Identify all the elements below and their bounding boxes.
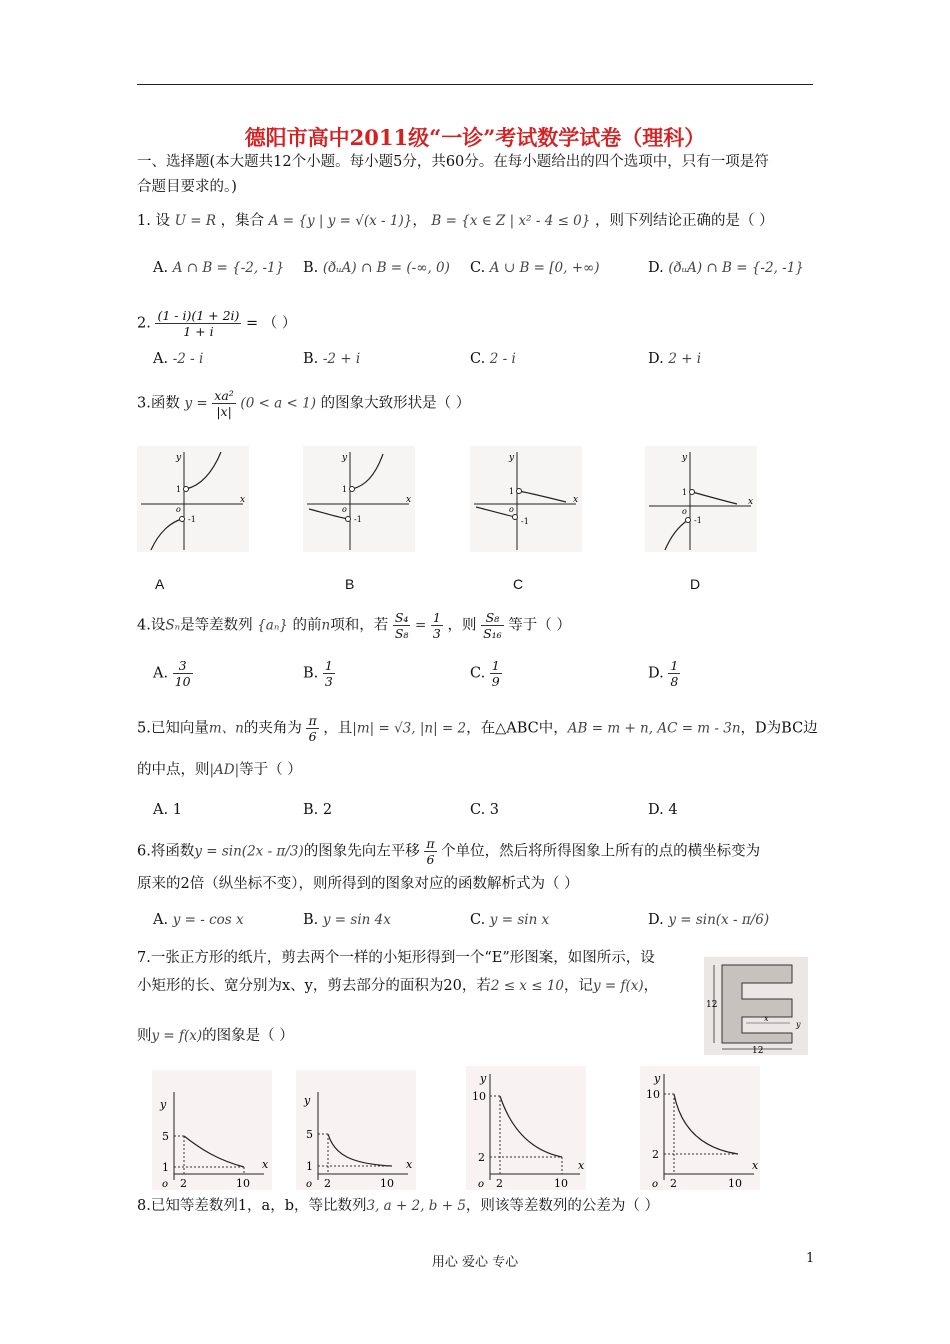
- y-axis-label: y: [682, 453, 688, 463]
- q6-shift-numerator: π: [426, 836, 435, 851]
- y-axis-label: y: [480, 1072, 487, 1085]
- q4-sn: Sₙ: [165, 617, 181, 634]
- x-axis-label: x: [578, 1159, 585, 1172]
- x-axis-label: x: [748, 497, 754, 507]
- option-text: y = sin x: [489, 912, 550, 928]
- q6-shift-denominator: 6: [426, 852, 435, 867]
- origin-label: o: [652, 1179, 659, 1190]
- y-axis-label: y: [160, 1098, 167, 1111]
- tick-label-2: 2: [180, 1177, 187, 1190]
- q4-text4: ，则: [447, 617, 477, 634]
- q3-number: 3.函数: [137, 395, 180, 412]
- x-axis-label: x: [262, 1158, 269, 1171]
- tick-label-5: 5: [306, 1128, 313, 1141]
- question-6-line2: 原来的2倍（纵坐标不变），则所得到的图象对应的函数解析式为（ ）: [137, 876, 579, 892]
- x-axis-label: x: [406, 495, 412, 505]
- question-2: [137, 308, 296, 339]
- page-number: 1: [806, 1251, 815, 1266]
- option-text: y = sin 4x: [322, 912, 391, 928]
- option-label: A.: [153, 260, 169, 276]
- q4-f2-denominator: 3: [432, 626, 441, 641]
- option-label: C.: [470, 912, 486, 928]
- x-axis-label: x: [752, 1159, 759, 1172]
- q7-graph-b: [296, 1070, 416, 1190]
- q5-ad: |AD|: [209, 762, 240, 778]
- q5-text3: ，在△ABC中，: [466, 720, 568, 737]
- q5-vector-defs: AB = m + n, AC = m - 3n: [567, 720, 741, 737]
- q8-sequence: 3, a + 2, b + 5: [366, 1198, 466, 1214]
- fraction-denominator: 10: [174, 674, 191, 689]
- q4-option-c: [470, 658, 502, 689]
- option-text: y = sin(x - π/6): [668, 912, 770, 928]
- question-1: [137, 211, 774, 231]
- q5-text4: ，D为BC边: [740, 720, 818, 737]
- q5-angle-denominator: 6: [308, 729, 317, 744]
- option-label: B.: [303, 912, 319, 928]
- q1-universal-set: U = R: [174, 213, 216, 229]
- q7-text3: ，: [643, 978, 659, 994]
- q1-number: 1. 设: [137, 213, 170, 229]
- q4-text3: 项和，若: [330, 617, 389, 634]
- origin-label: o: [306, 1179, 313, 1190]
- x-axis-label: x: [406, 1158, 413, 1171]
- q3-fraction: [212, 388, 236, 419]
- q1-text: ，集合: [220, 213, 265, 229]
- option-text: A ∪ B = [0, +∞): [489, 260, 600, 276]
- tick-label-1: 1: [509, 487, 515, 496]
- q6-shift: [424, 836, 436, 867]
- tick-label-neg1: -1: [354, 515, 362, 524]
- q3-label-d: D: [690, 576, 701, 592]
- option-text: (ðᵤA) ∩ B = {-2, -1}: [668, 260, 804, 276]
- tick-label-10: 10: [472, 1090, 486, 1103]
- option-label: C.: [470, 260, 486, 276]
- option-label: D.: [648, 351, 664, 367]
- section-intro-line1: 一、选择题(本大题共12个小题。每小题5分，共60分。在每小题给出的四个选项中，只有一项是符: [137, 154, 769, 170]
- y-axis-label: y: [176, 453, 182, 463]
- y-axis-label: y: [342, 453, 348, 463]
- question-5-line2: [137, 760, 302, 780]
- q7-text4: 则: [137, 1028, 152, 1044]
- option-fraction: [490, 658, 502, 689]
- height-label: 12: [706, 1000, 718, 1010]
- q4-number: 4.设: [137, 617, 166, 634]
- q6-option-b: [303, 910, 391, 930]
- tick-label-2: 2: [652, 1148, 659, 1161]
- option-text: 2 + i: [668, 351, 702, 367]
- q6-option-a: [153, 910, 244, 930]
- y-axis-label: y: [654, 1072, 661, 1085]
- q4-f1-denominator: S₈: [394, 626, 409, 641]
- option-fraction: [668, 658, 680, 689]
- option-label: A.: [153, 665, 169, 682]
- q4-fraction-s4-s8: [393, 610, 411, 641]
- q1-option-c: [470, 258, 600, 278]
- q2-option-d: [648, 349, 701, 369]
- question-6: [137, 836, 760, 867]
- q5-angle-numerator: π: [308, 713, 317, 728]
- q4-fraction-s8-s16: [481, 610, 504, 641]
- option-text: -2 + i: [322, 351, 361, 367]
- q2-numerator: (1 - i)(1 + 2i): [157, 308, 240, 323]
- q3-label-a: A: [155, 576, 165, 592]
- q6-option-d: [648, 910, 769, 930]
- q7-graph-a: [152, 1070, 272, 1190]
- q4-text: 是等差数列: [180, 617, 253, 634]
- q2-option-c: [470, 349, 516, 369]
- tick-label-10: 10: [646, 1088, 660, 1101]
- q6-number: 6.将函数: [137, 843, 195, 860]
- q4-text2: 的前: [292, 617, 322, 634]
- option-text: 2 - i: [489, 351, 516, 367]
- q7-range: 2 ≤ x ≤ 10: [490, 978, 564, 994]
- q4-f1-numerator: S₄: [394, 610, 409, 625]
- q7-function-ref: y = f(x): [151, 1028, 203, 1044]
- option-label: D.: [648, 260, 664, 276]
- q7-graph-c: [466, 1066, 586, 1190]
- q7-e-shape-figure: [704, 957, 808, 1055]
- tick-label-1: 1: [176, 485, 182, 494]
- q3-denominator: |x|: [216, 404, 232, 419]
- q4-equals: =: [415, 617, 427, 634]
- option-label: A.: [153, 351, 169, 367]
- q7-text: 小矩形的长、宽分别为x、y，剪去部分的面积为20，若: [137, 978, 491, 994]
- question-8: [137, 1196, 659, 1216]
- width-label: 12: [752, 1046, 764, 1055]
- tick-label-1: 1: [306, 1160, 313, 1173]
- q6-function: y = sin(2x - π/3): [194, 843, 304, 860]
- q5-option-b: B. 2: [303, 802, 333, 818]
- fraction-numerator: 1: [324, 658, 333, 673]
- q8-prompt: ，则该等差数列的公差为（ ）: [465, 1198, 660, 1214]
- q3-graph-d: [645, 446, 757, 552]
- exam-title: 德阳市高中2011级“一诊”考试数学试卷（理科）: [244, 125, 706, 150]
- tick-label-2: 2: [324, 1177, 331, 1190]
- option-text: A ∩ B = {-2, -1}: [172, 260, 285, 276]
- tick-label-x2: 2: [496, 1177, 503, 1190]
- q5-text: 的夹角为: [243, 720, 302, 737]
- q8-text: 8.已知等差数列1，a，b，等比数列: [137, 1198, 367, 1214]
- q7-prompt: 的图象是（ ）: [202, 1028, 294, 1044]
- fraction-denominator: 9: [491, 674, 500, 689]
- tick-label-10: 10: [236, 1177, 250, 1190]
- option-label: B.: [303, 260, 319, 276]
- option-label: D.: [648, 665, 664, 682]
- question-7-line1: 7.一张正方形的纸片，剪去两个一样的小矩形得到一个“E”形图案，如图所示，设: [137, 950, 655, 966]
- fraction-denominator: 8: [670, 674, 679, 689]
- option-label: C.: [470, 351, 486, 367]
- fraction-numerator: 1: [670, 658, 679, 673]
- option-label: B.: [303, 351, 319, 367]
- option-text: (ðᵤA) ∩ B = (-∞, 0): [322, 260, 450, 276]
- q2-prompt: = （ ）: [246, 315, 297, 332]
- origin-label: o: [342, 505, 347, 514]
- q4-option-d: [648, 658, 680, 689]
- q3-numerator: xa²: [214, 388, 234, 403]
- q5-prompt: 等于（ ）: [239, 762, 302, 778]
- tick-label-1: 1: [682, 488, 688, 497]
- question-5: [137, 713, 818, 744]
- tick-label-x10: 10: [728, 1177, 742, 1190]
- q1-set-b: B = {x ∈ Z | x² - 4 ≤ 0}: [431, 213, 591, 229]
- q4-fraction-one-third: [431, 610, 443, 641]
- q2-option-a: [153, 349, 203, 369]
- tick-label-1: 1: [342, 485, 348, 494]
- q5-option-a: A. 1: [153, 802, 182, 818]
- q1-option-a: [153, 258, 284, 278]
- q3-graph-b: [303, 446, 415, 552]
- y-axis-label: y: [509, 453, 515, 463]
- q4-n: n: [321, 617, 331, 634]
- section-intro-line2: 合题目要求的。): [137, 179, 237, 195]
- y-axis-label: y: [304, 1094, 311, 1107]
- q3-graph-c: [470, 446, 582, 552]
- fraction-numerator: 3: [173, 658, 193, 674]
- q2-fraction: [155, 308, 241, 339]
- option-fraction: [173, 658, 193, 689]
- q3-label-c: C: [513, 576, 524, 592]
- q5-text5: 的中点，则: [137, 762, 210, 778]
- q7-function: y = f(x): [593, 978, 644, 994]
- tick-label-2: 2: [478, 1151, 485, 1164]
- question-3: [137, 388, 470, 419]
- q6-text: 的图象先向左平移: [303, 843, 420, 860]
- q3-label-b: B: [345, 576, 355, 592]
- q5-vectors: m、n: [208, 720, 244, 737]
- tick-label-x2: 2: [670, 1177, 677, 1190]
- origin-label: o: [509, 505, 514, 514]
- q2-number: 2.: [137, 315, 151, 332]
- q6-text2: 个单位，然后将所得图象上所有的点的横坐标变为: [441, 843, 761, 860]
- fraction-denominator: 3: [324, 674, 333, 689]
- q2-option-b: [303, 349, 360, 369]
- q1-option-d: [648, 258, 804, 278]
- q4-f3-numerator: S₈: [481, 610, 504, 626]
- q7-text2: ，记: [564, 978, 593, 994]
- q3-condition: (0 < a < 1): [240, 395, 316, 412]
- option-label: D.: [648, 912, 664, 928]
- q5-text2: ，且: [323, 720, 353, 737]
- q4-prompt: 等于（ ）: [508, 617, 571, 634]
- origin-label: o: [176, 505, 181, 514]
- origin-label: o: [478, 1179, 485, 1190]
- option-label: A.: [153, 912, 169, 928]
- q4-option-b: [303, 658, 335, 689]
- tick-label-5: 5: [162, 1130, 169, 1143]
- x-axis-label: x: [573, 495, 579, 505]
- q4-f2-numerator: 1: [432, 610, 441, 625]
- q5-number: 5.已知向量: [137, 720, 209, 737]
- tick-label-neg1: -1: [188, 515, 196, 524]
- q6-option-c: [470, 910, 549, 930]
- y-dimension-label: y: [796, 1020, 801, 1029]
- q4-an: {aₙ}: [257, 617, 288, 634]
- tick-label-10: 10: [380, 1177, 394, 1190]
- option-fraction: [323, 658, 335, 689]
- q5-angle: [306, 713, 318, 744]
- q7-graph-d: [640, 1066, 760, 1190]
- option-text: -2 - i: [172, 351, 204, 367]
- question-4: [137, 610, 571, 641]
- fraction-numerator: 1: [491, 658, 500, 673]
- q5-norms: |m| = √3, |n| = 2: [352, 720, 467, 737]
- tick-label-x10: 10: [554, 1177, 568, 1190]
- q2-denominator: 1 + i: [183, 324, 214, 339]
- q1-set-a: A = {y | y = √(x - 1)}: [268, 213, 413, 229]
- question-7-line2: [137, 976, 658, 996]
- option-label: B.: [303, 665, 319, 682]
- q4-option-a: [153, 658, 193, 689]
- x-axis-label: x: [240, 495, 246, 505]
- x-dimension-label: x: [764, 1014, 769, 1023]
- q5-option-d: D. 4: [648, 802, 678, 818]
- q3-lhs: y =: [184, 395, 208, 412]
- tick-label-neg1: -1: [694, 516, 702, 525]
- option-text: y = - cos x: [172, 912, 244, 928]
- q1-separator: ，: [412, 213, 427, 229]
- q3-graph-a: [137, 446, 249, 552]
- q1-option-b: [303, 258, 450, 278]
- option-label: C.: [470, 665, 486, 682]
- origin-label: o: [162, 1179, 169, 1190]
- page-footer: 用心 爱心 专心: [431, 1255, 519, 1270]
- q3-prompt: 的图象大致形状是（ ）: [320, 395, 471, 412]
- header-rule: [137, 84, 813, 85]
- q4-f3-denominator: S₁₆: [483, 626, 502, 641]
- tick-label-neg1: -1: [521, 517, 529, 526]
- q1-prompt: ，则下列结论正确的是（ ）: [594, 213, 774, 229]
- question-7-line3: [137, 1026, 294, 1046]
- q5-option-c: C. 3: [470, 802, 500, 818]
- origin-label: o: [682, 507, 687, 516]
- tick-label-1: 1: [162, 1161, 169, 1174]
